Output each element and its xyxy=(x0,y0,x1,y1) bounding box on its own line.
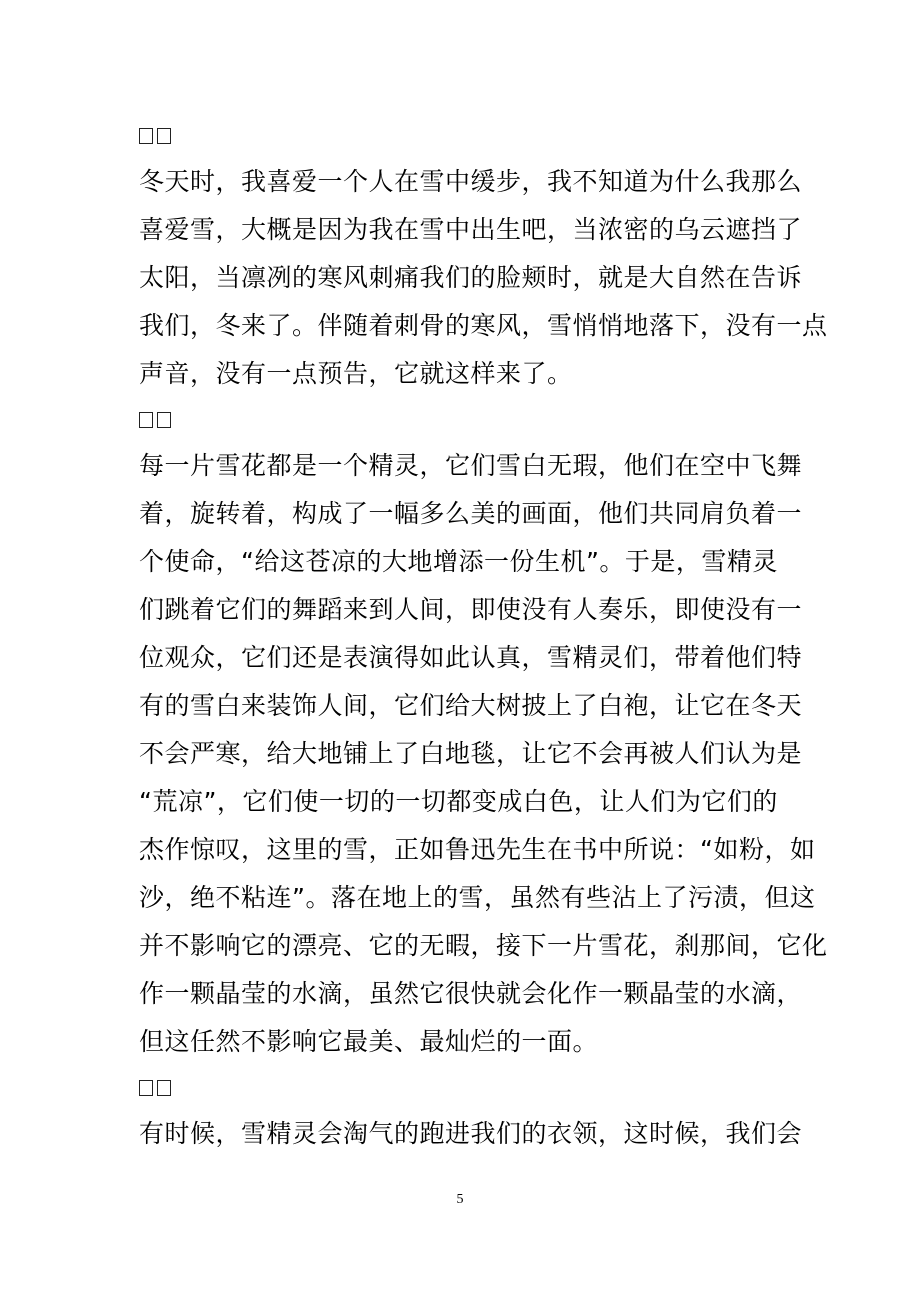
text-line: 但这任然不影响它最美、最灿烂的一面。 xyxy=(139,1027,599,1056)
text-line: 不会严寒，给大地铺上了白地毯，让它不会再被人们认为是 xyxy=(139,739,803,768)
text-line: 沙，绝不粘连”。落在地上的雪，虽然有些沾上了污渍，但这 xyxy=(139,883,816,912)
text-line: “荒凉”，它们使一切的一切都变成白色，让人们为它们的 xyxy=(139,787,778,816)
paragraph xyxy=(139,158,828,398)
missing-glyph-icon xyxy=(157,412,171,428)
missing-glyph-icon xyxy=(157,1080,171,1096)
text-line: 位观众，它们还是表演得如此认真，雪精灵们，带着他们特 xyxy=(139,643,803,672)
text-line: 有的雪白来装饰人间，它们给大树披上了白袍，让它在冬天 xyxy=(139,691,803,720)
section-marker xyxy=(139,398,779,442)
page-number: 5 xyxy=(456,1192,464,1207)
text-line: 着，旋转着，构成了一幅多么美的画面，他们共同肩负着一 xyxy=(139,499,803,528)
paragraph xyxy=(139,442,828,1066)
text-line: 我们，冬来了。伴随着刺骨的寒风，雪悄悄地落下，没有一点 xyxy=(139,311,828,340)
text-line: 喜爱雪，大概是因为我在雪中出生吧，当浓密的乌云遮挡了 xyxy=(139,215,803,244)
missing-glyph-icon xyxy=(157,128,171,144)
text-line: 们跳着它们的舞蹈来到人间，即使没有人奏乐，即使没有一 xyxy=(139,595,803,624)
missing-glyph-icon xyxy=(139,412,153,428)
text-line: 并不影响它的漂亮、它的无暇，接下一片雪花，刹那间，它化 xyxy=(139,931,828,960)
text-line: 杰作惊叹，这里的雪，正如鲁迅先生在书中所说：“如粉，如 xyxy=(139,835,816,864)
missing-glyph-icon xyxy=(139,128,153,144)
text-line: 太阳，当凛冽的寒风刺痛我们的脸颊时，就是大自然在告诉 xyxy=(139,263,803,292)
text-line: 冬天时，我喜爱一个人在雪中缓步，我不知道为什么我那么 xyxy=(139,167,803,196)
text-line: 声音，没有一点预告，它就这样来了。 xyxy=(139,359,573,388)
text-line: 作一颗晶莹的水滴，虽然它很快就会化作一颗晶莹的水滴， xyxy=(139,979,803,1008)
page-body xyxy=(139,114,828,1158)
missing-glyph-icon xyxy=(139,1080,153,1096)
paragraph xyxy=(139,1110,803,1158)
text-line: 个使命，“给这苍凉的大地增添一份生机”。于是，雪精灵 xyxy=(139,547,778,576)
section-marker xyxy=(139,114,779,158)
text-line: 每一片雪花都是一个精灵，它们雪白无瑕，他们在空中飞舞 xyxy=(139,451,803,480)
section-marker xyxy=(139,1066,779,1110)
text-line: 有时候，雪精灵会淘气的跑进我们的衣领，这时候，我们会 xyxy=(139,1119,803,1148)
